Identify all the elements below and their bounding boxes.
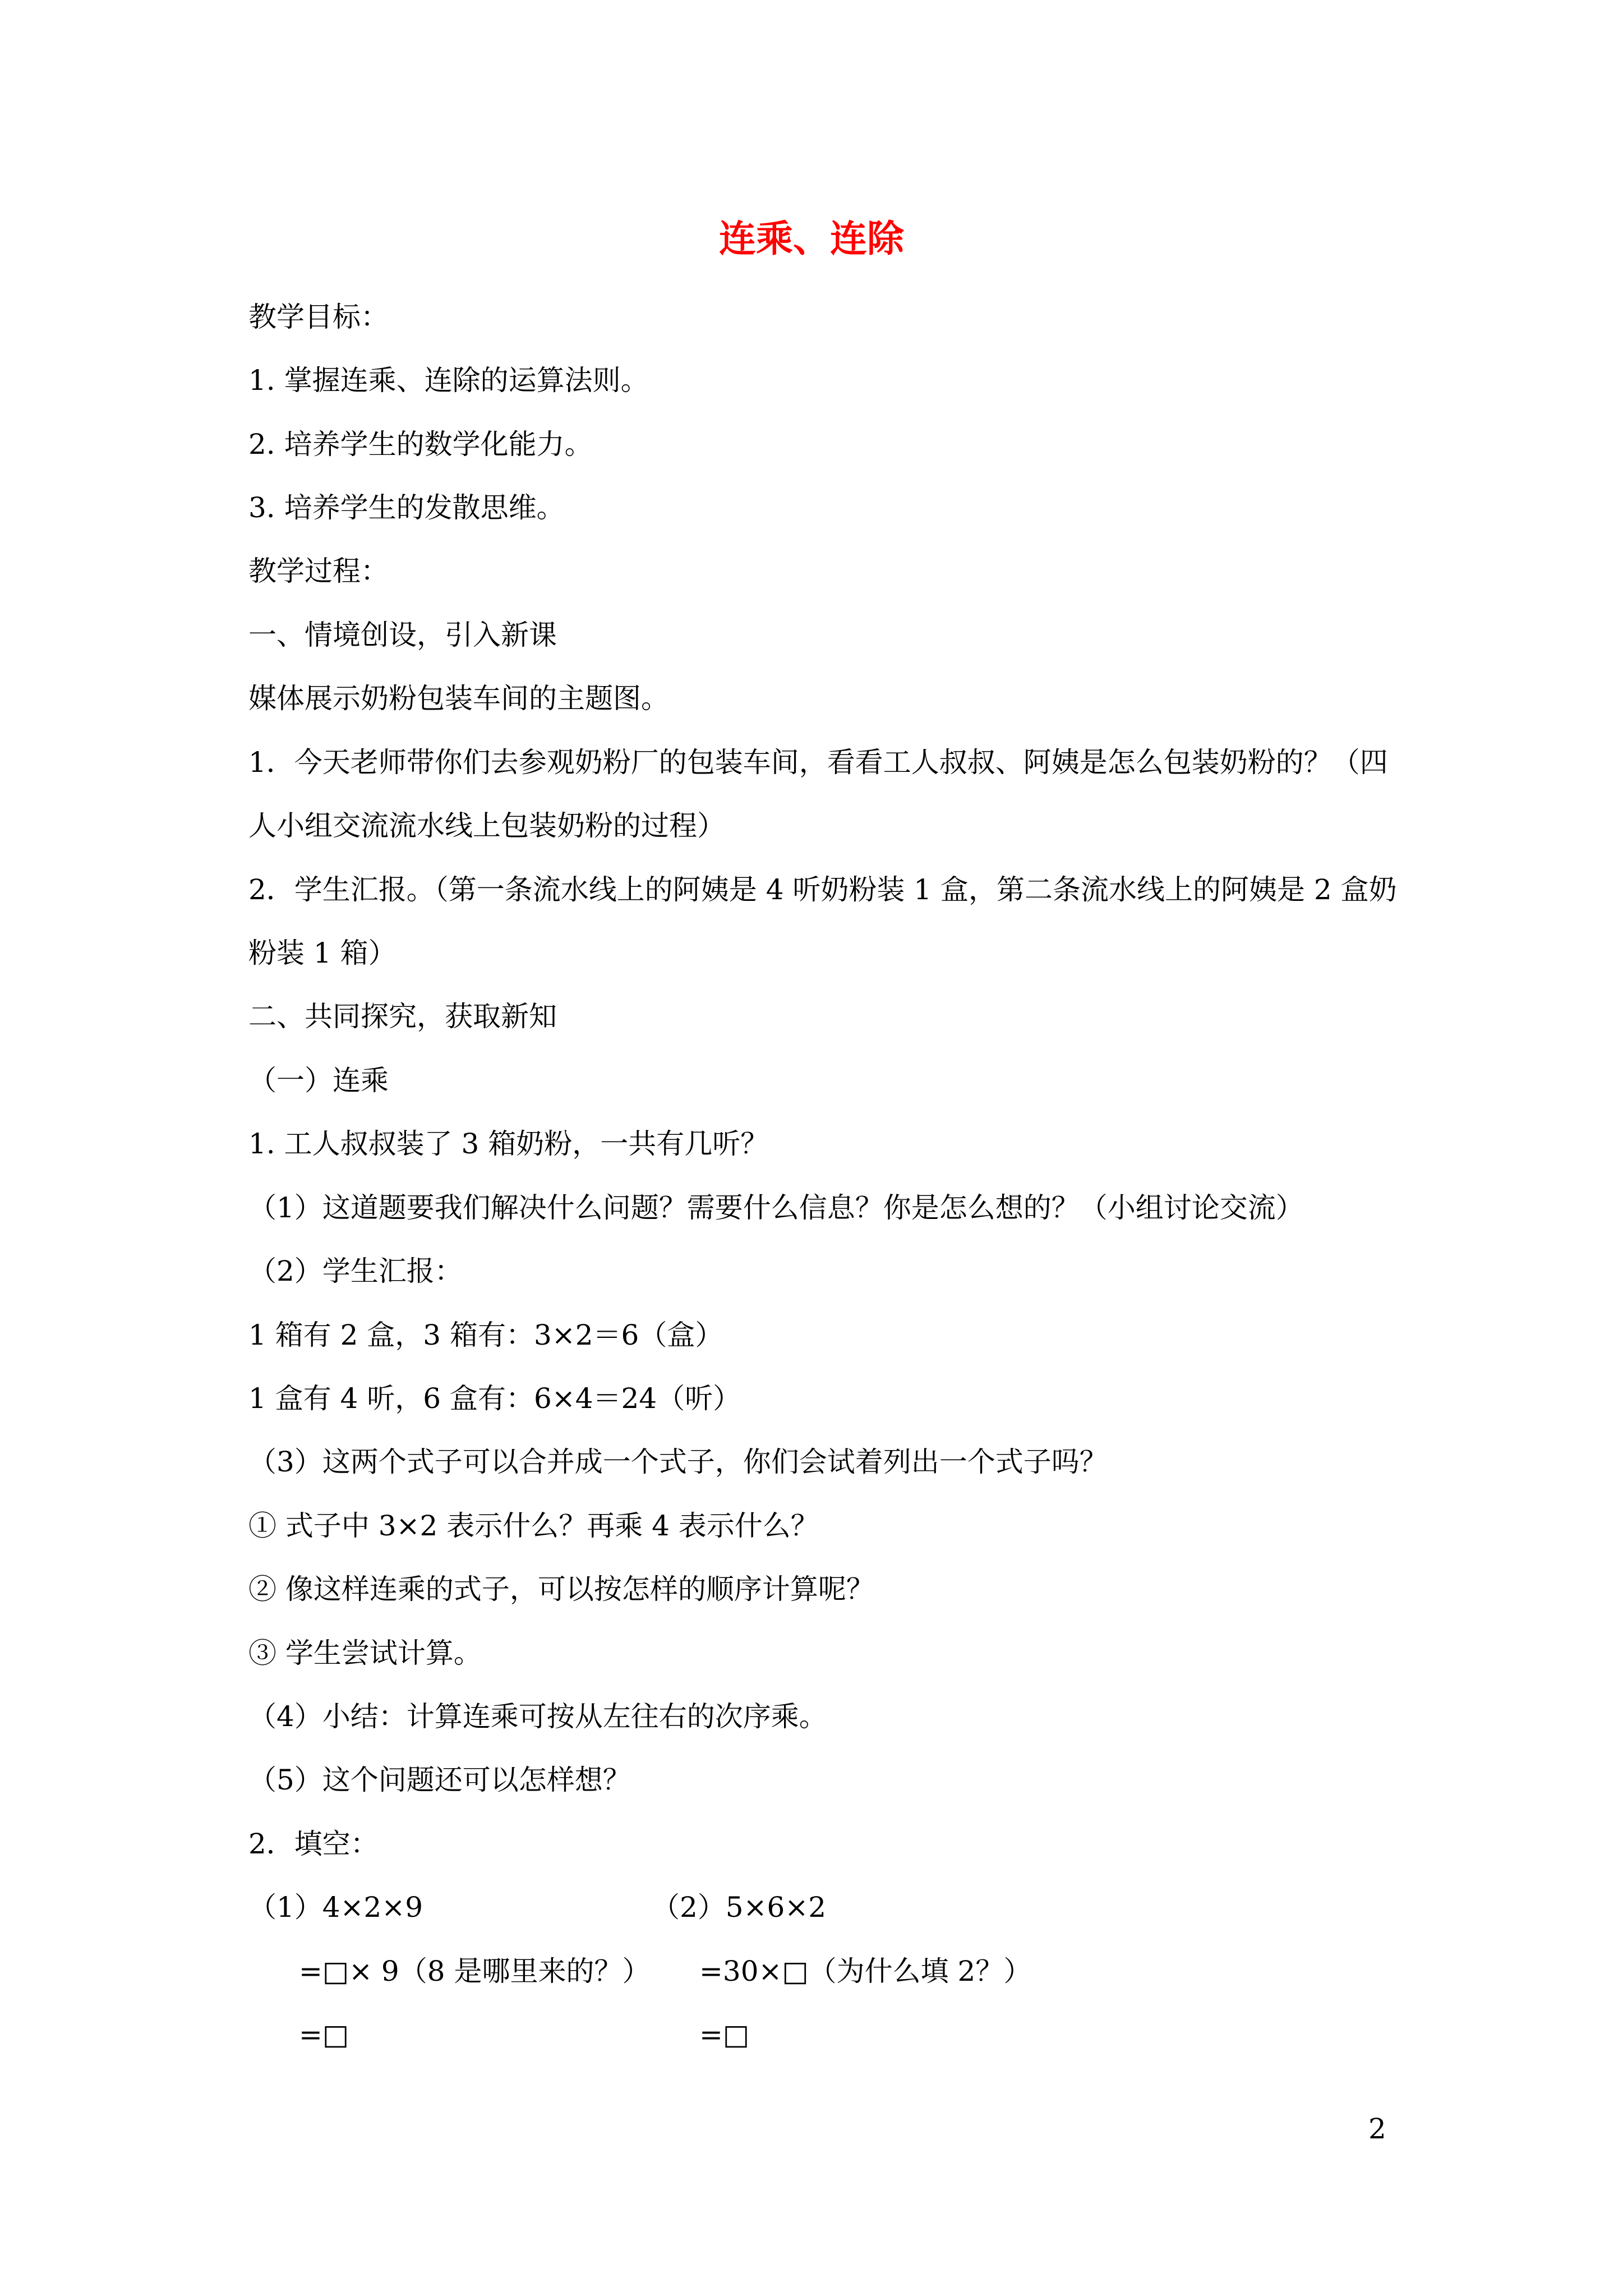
paragraph-line: （4）小结：计算连乘可按从左往右的次序乘。 — [248, 1700, 827, 1733]
paragraph-line: （1）这道题要我们解决什么问题？需要什么信息？你是怎么想的？（小组讨论交流） — [248, 1191, 1304, 1224]
paragraph-line: ② 像这样连乘的式子，可以按怎样的顺序计算呢？ — [248, 1573, 874, 1605]
paragraph-line: 1. 工人叔叔装了 3 箱奶粉，一共有几听？ — [248, 1128, 769, 1160]
paragraph-line: 2．填空： — [248, 1828, 379, 1860]
paragraph-line: 媒体展示奶粉包装车间的主题图。 — [248, 682, 669, 715]
paragraph-line: （5）这个问题还可以怎样想？ — [248, 1764, 631, 1796]
paragraph-line: 1 盒有 4 听，6 盒有：6×4＝24（听） — [248, 1382, 741, 1415]
subheading: 一、情境创设，引入新课 — [248, 619, 557, 651]
exercise-2-step: =30×□（为什么填 2？） — [699, 1955, 1032, 1987]
document-title: 连乘、连除 — [719, 217, 904, 260]
paragraph-line: （2）学生汇报： — [248, 1255, 463, 1287]
paragraph-line: 人小组交流流水线上包装奶粉的过程） — [248, 809, 725, 842]
subheading: （一）连乘 — [248, 1064, 389, 1097]
objective-item: 2. 培养学生的数学化能力。 — [248, 428, 593, 461]
section-heading-objectives: 教学目标： — [248, 301, 389, 333]
subheading: 二、共同探究，获取新知 — [248, 1000, 557, 1033]
paragraph-line: 1．今天老师带你们去参观奶粉厂的包装车间，看看工人叔叔、阿姨是怎么包装奶粉的？（四 — [248, 746, 1388, 779]
paragraph-line: 1 箱有 2 盒，3 箱有：3×2＝6（盒） — [248, 1319, 723, 1351]
section-heading-process: 教学过程： — [248, 555, 389, 587]
exercise-2-answer: =□ — [699, 2018, 750, 2051]
paragraph-line: （3）这两个式子可以合并成一个式子，你们会试着列出一个式子吗？ — [248, 1446, 1108, 1478]
objective-item: 3. 培养学生的发散思维。 — [248, 491, 565, 524]
paragraph-line: 粉装 1 箱） — [248, 937, 396, 969]
exercise-1-expression: （1）4×2×9 — [248, 1891, 423, 1924]
page-number: 2 — [1368, 2113, 1386, 2145]
exercise-1-step: =□× 9（8 是哪里来的？） — [299, 1955, 651, 1987]
paragraph-line: 2．学生汇报。（第一条流水线上的阿姨是 4 听奶粉装 1 盒，第二条流水线上的阿姨是 2 盒奶 — [248, 873, 1397, 906]
exercise-2-expression: （2）5×6×2 — [652, 1891, 827, 1924]
objective-item: 1. 掌握连乘、连除的运算法则。 — [248, 364, 649, 397]
paragraph-line: ③ 学生尝试计算。 — [248, 1637, 482, 1669]
exercise-1-answer: =□ — [299, 2018, 349, 2051]
paragraph-line: ① 式子中 3×2 表示什么？再乘 4 表示什么？ — [248, 1510, 819, 1542]
